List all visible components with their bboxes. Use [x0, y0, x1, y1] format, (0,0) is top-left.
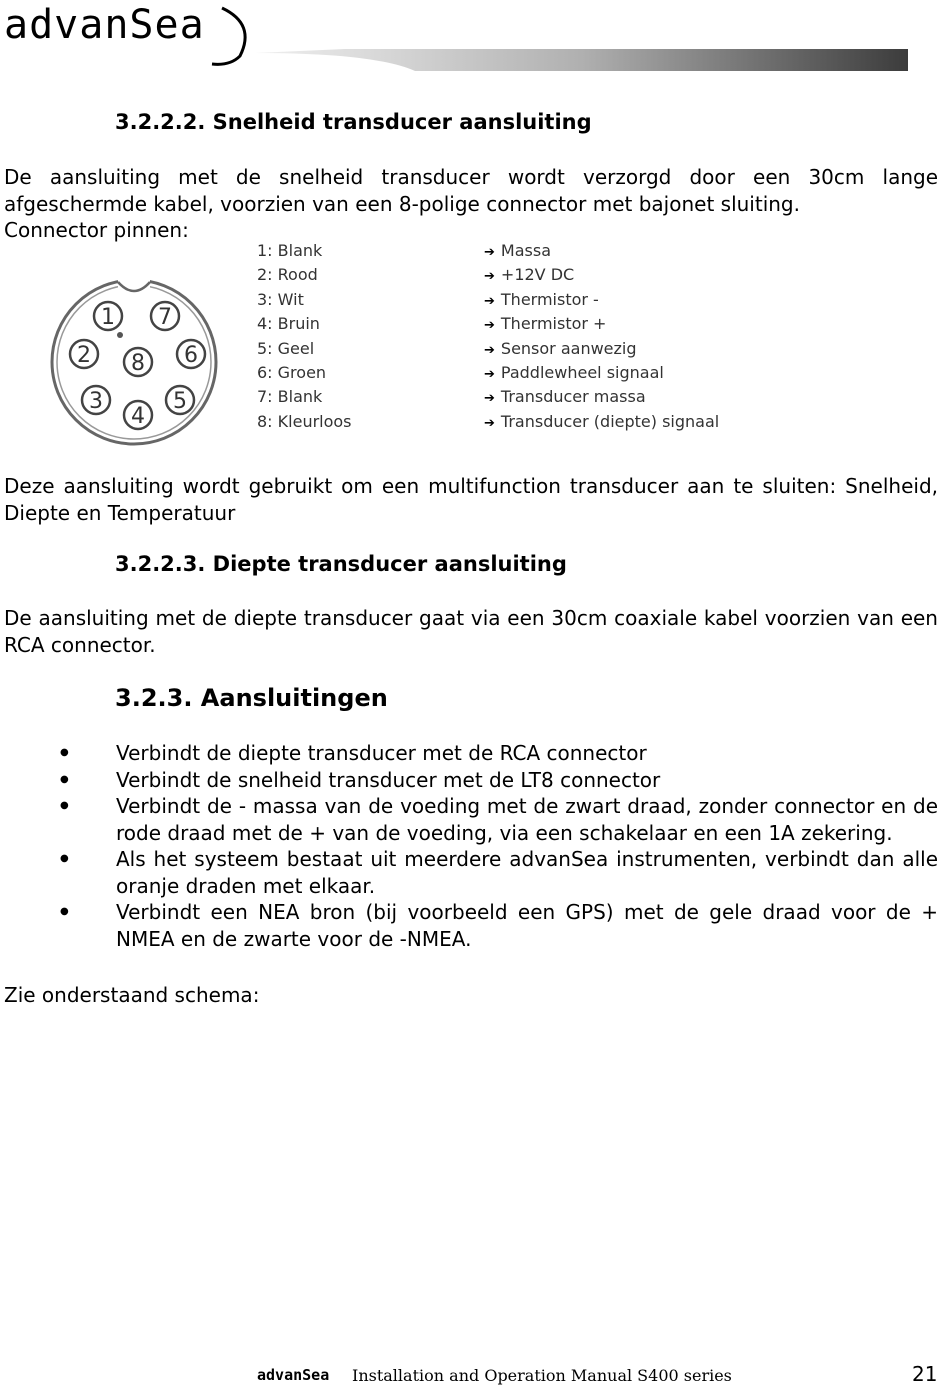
- list-item: ● Verbindt de - massa van de voeding met de zwart draad, zonder connector en de rode draad met de + van de voeding, via een schakelaar en een 1A zekering.: [0, 793, 938, 846]
- pin-color: 3: Wit: [257, 289, 304, 309]
- connector-pins-label: Connector pinnen:: [4, 218, 189, 242]
- logo-swoosh-icon: [200, 4, 260, 74]
- list-item: ● Verbindt de diepte transducer met de RCA connector: [0, 740, 938, 767]
- section-title-connections: 3.2.3. Aansluitingen: [115, 684, 388, 712]
- list-item: ● Verbindt de snelheid transducer met de LT8 connector: [0, 767, 938, 794]
- pin-row: [257, 289, 719, 313]
- section-title-depth-transducer: 3.2.2.3. Diepte transducer aansluiting: [115, 552, 567, 576]
- pin-row: [257, 338, 719, 362]
- pin-row: [257, 264, 719, 288]
- speed-transducer-description: De aansluiting met de snelheid transducer wordt verzorgd door een 30cm lange afgeschermde kabel, voorzien van een 8-polige connector met bajonet sluiting.: [4, 165, 938, 216]
- pin-function: ➔ Sensor aanwezig: [484, 338, 637, 362]
- list-item: ● Verbindt een NEA bron (bij voorbeeld een GPS) met de gele draad voor de + NMEA en de zwarte voor de -NMEA.: [0, 899, 938, 952]
- pin-color: 6: Groen: [257, 363, 327, 383]
- connector-pin-label: 2: [77, 343, 91, 368]
- page-header: [0, 0, 950, 80]
- list-item: ● Als het systeem bestaat uit meerdere advanSea instrumenten, verbindt dan alle oranje draden met elkaar.: [0, 846, 938, 899]
- connections-bullet-list: [0, 740, 950, 952]
- connector-pin-label: 6: [184, 343, 198, 368]
- pin-function: ➔ Transducer massa: [484, 386, 646, 410]
- header-gradient-bar: [255, 45, 908, 71]
- schema-label: Zie onderstaand schema:: [4, 983, 260, 1007]
- pin-function: ➔ Thermistor +: [484, 313, 606, 337]
- connector-pin-label: 5: [173, 389, 187, 414]
- pin-color: 8: Kleurloos: [257, 411, 352, 431]
- pin-color: 1: Blank: [257, 241, 323, 260]
- connector-pinout-diagram: [48, 270, 220, 460]
- speed-transducer-usage: Deze aansluiting wordt gebruikt om een multifunction transducer aan te sluiten: Snelheid, Diepte en Temperatuur: [4, 474, 938, 525]
- pin-row: [257, 240, 719, 264]
- pin-row: [257, 386, 719, 410]
- connector-pin-label: 4: [131, 404, 145, 429]
- pin-function: ➔ Thermistor -: [484, 289, 599, 313]
- depth-transducer-description: De aansluiting met de diepte transducer gaat via een 30cm coaxiale kabel voorzien van een RCA connector.: [4, 606, 938, 657]
- page-number: 21: [912, 1362, 938, 1386]
- pin-function: ➔ Massa: [484, 240, 551, 264]
- pin-assignment-table: [257, 240, 719, 435]
- section-title-speed-transducer: 3.2.2.2. Snelheid transducer aansluiting: [115, 110, 592, 134]
- pin-row: [257, 362, 719, 386]
- pin-color: 7: Blank: [257, 387, 323, 407]
- pin-function: ➔ +12V DC: [484, 264, 574, 288]
- manual-title: Installation and Operation Manual S400 series: [352, 1366, 732, 1385]
- connector-pin-label: 1: [101, 305, 115, 330]
- pin-function: ➔ Paddlewheel signaal: [484, 362, 664, 386]
- page-footer: [0, 1360, 950, 1390]
- pin-color: 2: Rood: [257, 265, 318, 285]
- pin-row: [257, 313, 719, 337]
- pin-function: ➔ Transducer (diepte) signaal: [484, 411, 719, 435]
- footer-logo: advanSea: [257, 1366, 330, 1384]
- connector-pin-label: 7: [158, 305, 172, 330]
- connector-pin-label: 8: [131, 351, 145, 376]
- pin-color: 5: Geel: [257, 338, 315, 358]
- connector-pin-label: 3: [89, 389, 103, 414]
- pin-row: [257, 411, 719, 435]
- pin-color: 4: Bruin: [257, 314, 320, 334]
- advansea-logo: advanSea: [4, 2, 205, 48]
